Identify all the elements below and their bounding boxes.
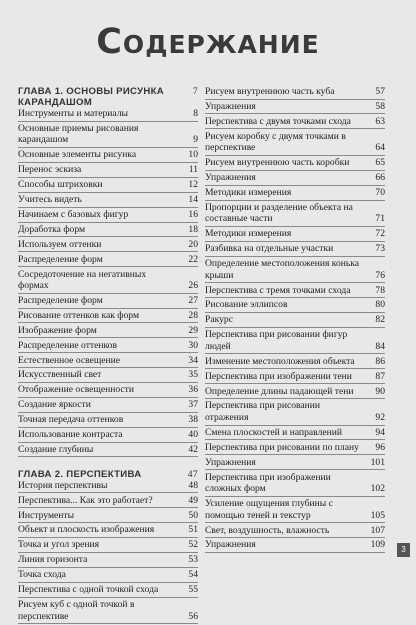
toc-entry — [205, 228, 385, 242]
toc-entry — [205, 314, 385, 328]
toc-entry-title: Рисуем куб с одной точкой в перспективе — [18, 598, 135, 622]
toc-entry — [205, 187, 385, 201]
toc-entry-page: 84 — [375, 340, 385, 352]
toc-entry-page: 90 — [375, 385, 385, 397]
toc-entry-title: Определение длины падающей тени — [205, 385, 354, 397]
toc-entry-page: 11 — [188, 164, 198, 176]
toc-entry-title: Линия горизонта — [18, 554, 88, 566]
right-entries — [205, 86, 385, 553]
toc-entry — [205, 86, 385, 100]
toc-left-column — [18, 86, 198, 625]
page-title: Содержание — [96, 22, 320, 62]
toc-entry — [18, 254, 198, 268]
toc-entry-title: Основные приемы рисования карандашом — [18, 122, 139, 146]
toc-entry — [18, 355, 198, 369]
toc-entry-page: 105 — [370, 509, 385, 521]
toc-entry-page: 66 — [375, 172, 385, 184]
toc-entry — [18, 510, 198, 524]
toc-entry-page: 26 — [188, 280, 198, 292]
toc-entry — [18, 414, 198, 428]
toc-entry-page: 101 — [370, 456, 385, 468]
toc-entry — [18, 539, 198, 553]
toc-entry — [18, 164, 198, 178]
toc-entry-page: 22 — [188, 253, 198, 265]
toc-entry — [205, 157, 385, 171]
toc-entry-title: Свет, воздушность, влажность — [205, 524, 330, 536]
toc-entry — [18, 444, 198, 458]
toc-entry-title: Пропорции и разделение объекта на составные части — [205, 201, 353, 225]
toc-entry — [205, 202, 385, 227]
toc-entry-title: Перспектива при изображении тени — [205, 370, 352, 382]
toc-entry-title: Методики измерения — [205, 186, 292, 198]
toc-entry — [205, 371, 385, 385]
toc-entry-page: 73 — [375, 243, 385, 255]
toc-entry-page: 27 — [188, 294, 198, 306]
toc-entry — [18, 269, 198, 294]
toc-entry-page: 37 — [188, 399, 198, 411]
toc-entry-title: Рисуем коробку с двумя точками в перспективе — [205, 130, 346, 154]
toc-entry-title: Рисование оттенков как форм — [18, 309, 140, 321]
toc-entry — [205, 101, 385, 115]
toc-entry-title: Создание яркости — [18, 399, 91, 411]
toc-entry — [18, 369, 198, 383]
toc-entry-title: Точка схода — [18, 569, 66, 581]
toc-entry-page: 9 — [193, 134, 198, 146]
toc-entry-page: 102 — [370, 483, 385, 495]
toc-entry-page: 50 — [188, 509, 198, 521]
toc-entry-title: Упражнения — [205, 100, 256, 112]
toc-entry-title: Перспектива с двумя точками схода — [205, 115, 351, 127]
toc-entry — [205, 116, 385, 130]
toc-entry-title: Точная передача оттенков — [18, 414, 124, 426]
toc-entry-title: Перспектива при рисовании отражения — [205, 400, 321, 423]
toc-entry — [18, 179, 198, 193]
toc-entry — [205, 299, 385, 313]
toc-entry-title: Начинаем с базовых фигур — [18, 208, 129, 220]
toc-entry-title: Искусственный свет — [18, 369, 102, 381]
toc-entry — [205, 457, 385, 471]
toc-entry-title: Использование контраста — [18, 429, 123, 440]
toc-entry — [205, 258, 385, 283]
toc-entry-page: 38 — [188, 414, 198, 426]
toc-entry-title: Перспектива при изображении сложных форм — [205, 471, 331, 495]
toc-entry-page: 14 — [188, 194, 198, 206]
toc-entry-title: Усиление ощущения глубины с помощью теней и текстур — [205, 498, 333, 521]
toc-entry-title: Распределение форм — [18, 294, 103, 306]
toc-entry — [18, 239, 198, 253]
toc-entry-page: 63 — [375, 115, 385, 127]
toc-entry-title: Инструменты — [18, 509, 75, 521]
toc-entry-page: 78 — [375, 284, 385, 296]
toc-entry-title: Перспектива с одной точкой схода — [18, 584, 159, 596]
toc-entry-title: Смена плоскостей и направлений — [205, 426, 343, 438]
toc-entry — [18, 584, 198, 598]
toc-entry-page: 58 — [375, 100, 385, 112]
toc-entry — [18, 194, 198, 208]
toc-entry-title: Перенос эскиза — [18, 164, 82, 176]
toc-entry-page: 86 — [375, 355, 385, 367]
toc-entry-title: Определение местоположения конька крыши — [205, 258, 360, 281]
toc-entry — [18, 325, 198, 339]
toc-entry-title: Перспектива с тремя точками схода — [205, 284, 351, 296]
toc-entry — [18, 224, 198, 238]
toc-entry-title: Перспектива при рисовании фигур людей — [205, 329, 348, 352]
toc-entry-title: Упражнения — [205, 172, 256, 184]
toc-entry-page: 92 — [375, 412, 385, 423]
toc-entry — [205, 427, 385, 441]
toc-entry-title: Основные элементы рисунка — [18, 149, 137, 161]
toc-entry — [205, 498, 385, 523]
toc-entry-page: 55 — [188, 584, 198, 596]
toc-entry-title: Ракурс — [205, 314, 233, 326]
toc-entry-page: 34 — [188, 354, 198, 366]
toc-entry-title: Естественное освещение — [18, 354, 121, 366]
toc-entry-title: Методики измерения — [205, 228, 292, 240]
toc-entry-title: Доработка форм — [18, 223, 86, 235]
toc-entry-page: 80 — [375, 299, 385, 311]
toc-entry — [18, 384, 198, 398]
page-number: 3 — [397, 543, 410, 557]
toc-entry-title: Рисуем внутреннюю часть коробки — [205, 157, 350, 169]
toc-entry-title: Распределение оттенков — [18, 339, 117, 351]
toc-entry-page: 20 — [188, 238, 198, 250]
toc-entry — [205, 472, 385, 497]
toc-entry-page: 42 — [188, 443, 198, 455]
toc-entry-title: Сосредоточение на негативных формах — [18, 268, 147, 292]
toc-entry — [205, 386, 385, 400]
toc-entry-page: 51 — [188, 524, 198, 536]
toc-entry-page: 10 — [188, 149, 198, 161]
toc-entry-title: Упражнения — [205, 456, 256, 468]
toc-entry-title: Используем оттенки — [18, 238, 102, 250]
toc-entry-title: Упражнения — [205, 539, 256, 551]
toc-entry-page: 57 — [375, 86, 385, 97]
toc-entry-page: 35 — [188, 369, 198, 381]
toc-entry — [18, 209, 198, 223]
toc-entry-title: Рисование эллипсов — [205, 299, 288, 311]
toc-entry-page: 40 — [188, 429, 198, 440]
toc-entry — [18, 399, 198, 413]
toc-entry — [18, 599, 198, 624]
toc-entry — [205, 356, 385, 370]
toc-entry — [205, 442, 385, 456]
toc-entry-page: 54 — [188, 569, 198, 581]
toc-entry — [18, 495, 198, 509]
toc-entry-title: Разбивка на отдельные участки — [205, 243, 334, 255]
toc-entry — [18, 569, 198, 583]
toc-entry-title: Создание глубины — [18, 443, 94, 455]
toc-entry-title: Изображение форм — [18, 324, 97, 336]
toc-entry-title: Отображение освещенности — [18, 384, 134, 396]
toc-entry-page: 49 — [188, 494, 198, 506]
toc-entry-page: 87 — [375, 370, 385, 382]
toc-entry — [18, 310, 198, 324]
toc-entry-page: 48 — [188, 479, 198, 491]
toc-entry — [18, 149, 198, 163]
toc-entry-page: 82 — [375, 314, 385, 326]
toc-entry-page: 16 — [188, 208, 198, 220]
toc-entry-page: 109 — [370, 539, 385, 551]
chapter-2-entries — [18, 480, 198, 624]
toc-entry-page: 18 — [188, 223, 198, 235]
toc-entry — [205, 400, 385, 425]
toc-entry-page: 71 — [375, 213, 385, 225]
toc-entry-title: Инструменты и материалы — [18, 108, 128, 119]
chapter-2-heading — [18, 469, 198, 480]
toc-entry-page: 94 — [375, 426, 385, 438]
toc-entry-page: 64 — [375, 142, 385, 154]
toc-entry — [205, 172, 385, 186]
toc-entry — [205, 525, 385, 539]
chapter-2-title: ГЛАВА 2. ПЕРСПЕКТИВА — [18, 468, 142, 480]
toc-entry-title: Изменение местоположения объекта — [205, 355, 355, 367]
toc-entry-page: 76 — [375, 269, 385, 281]
toc-entry-page: 8 — [193, 108, 198, 119]
chapter-2-page: 47 — [187, 468, 198, 480]
toc-entry-title: Распределение форм — [18, 253, 103, 265]
chapter-1-entries — [18, 108, 198, 457]
toc-entry-title: История перспективы — [18, 479, 108, 491]
toc-entry-page: 36 — [188, 384, 198, 396]
toc-entry-page: 65 — [375, 157, 385, 169]
toc-entry-page: 52 — [188, 539, 198, 551]
toc-entry — [18, 123, 198, 148]
toc-entry — [18, 108, 198, 122]
toc-entry-page: 96 — [375, 441, 385, 453]
toc-entry-title: Перспектива... Как это работает? — [18, 494, 153, 506]
chapter-1-page: 7 — [192, 86, 198, 97]
toc-entry — [18, 554, 198, 568]
toc-entry — [18, 340, 198, 354]
toc-entry-page: 12 — [188, 179, 198, 191]
toc-entry-page: 70 — [375, 186, 385, 198]
toc-entry — [205, 131, 385, 156]
toc-entry — [18, 429, 198, 443]
toc-entry-page: 53 — [188, 554, 198, 566]
chapter-1-heading — [18, 86, 198, 108]
toc-entry-page: 107 — [370, 524, 385, 536]
toc-entry — [18, 295, 198, 309]
toc-entry — [205, 329, 385, 354]
toc-entry-page: 29 — [188, 324, 198, 336]
toc-entry — [18, 480, 198, 494]
toc-entry-title: Точка и угол зрения — [18, 539, 100, 551]
toc-entry-title: Способы штриховки — [18, 179, 103, 191]
toc-entry-page: 56 — [188, 610, 198, 622]
toc-entry — [205, 539, 385, 553]
toc-entry-title: Учитесь видеть — [18, 194, 82, 206]
toc-entry-title: Объект и плоскость изображения — [18, 524, 155, 536]
chapter-1-title: ГЛАВА 1. ОСНОВЫ РИСУНКА КАРАНДАШОМ — [18, 86, 165, 108]
toc-entry — [18, 524, 198, 538]
toc-entry — [205, 243, 385, 257]
toc-right-column — [205, 86, 385, 554]
toc-entry-page: 28 — [188, 309, 198, 321]
toc-entry-title: Рисуем внутреннюю часть куба — [205, 86, 335, 97]
toc-entry-page: 30 — [188, 339, 198, 351]
toc-entry-title: Перспектива при рисовании по плану — [205, 441, 359, 453]
toc-entry — [205, 285, 385, 299]
toc-entry-page: 72 — [375, 228, 385, 240]
